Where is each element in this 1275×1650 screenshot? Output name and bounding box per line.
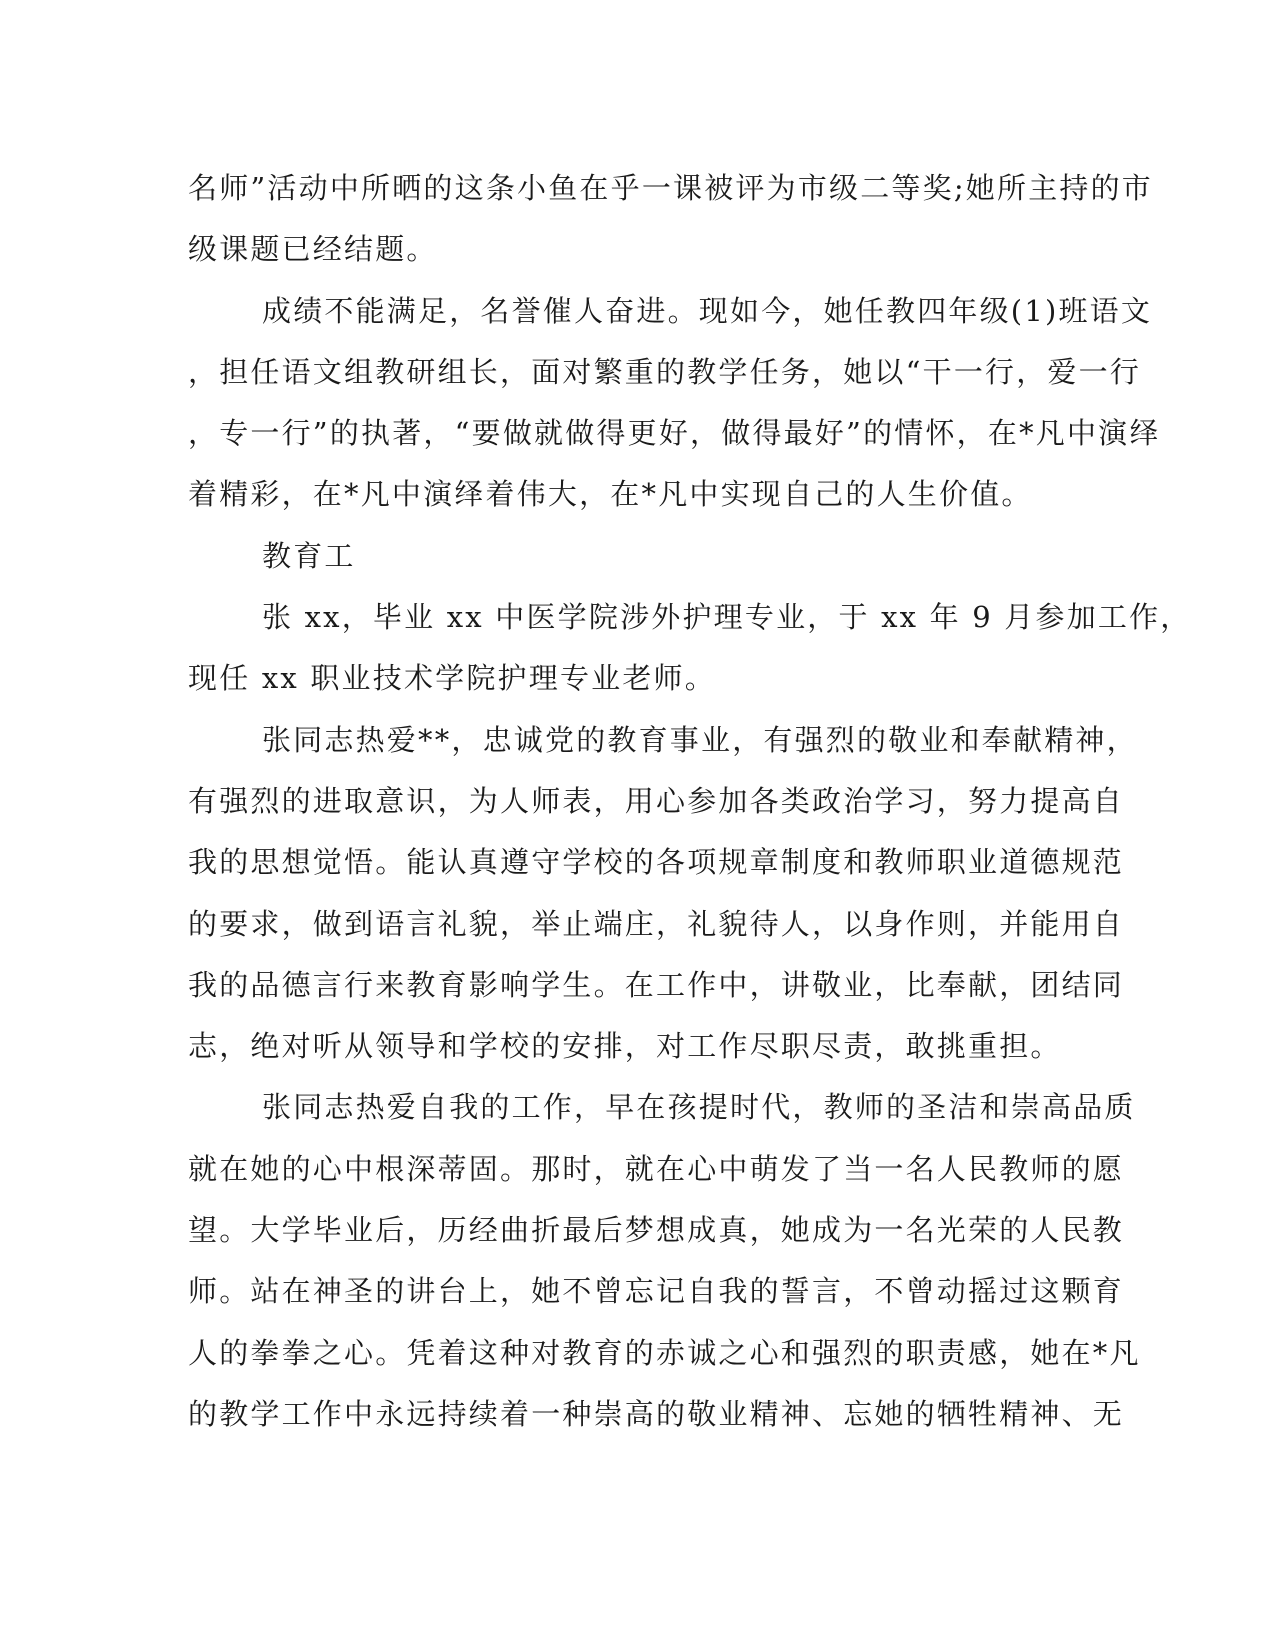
text-line: 名师”活动中所晒的这条小鱼在乎一课被评为市级二等奖;她所主持的市 [188,171,1153,205]
text-line: 我的思想觉悟。能认真遵守学校的各项规章制度和教师职业道德规范 [188,845,1125,880]
text-line: 张 xx，毕业 xx 中医学院涉外护理专业，于 xx 年 9 月参加工作， [262,600,1192,635]
text-line: 望。大学毕业后，历经曲折最后梦想成真，她成为一名光荣的人民教 [188,1213,1125,1248]
section-heading: 教育工 [262,538,356,573]
text-line: 级课题已经结题。 [188,232,438,267]
text-line: 就在她的心中根深蒂固。那时，就在心中萌发了当一名人民教师的愿 [188,1151,1125,1186]
text-line: 人的拳拳之心。凭着这种对教育的赤诚之心和强烈的职责感，她在*凡 [188,1335,1141,1370]
text-line: 志，绝对听从领导和学校的安排，对工作尽职尽责，敢挑重担。 [188,1029,1062,1064]
document-body [188,158,1192,1445]
text-line: ，专一行”的执著，“要做就做得更好，做得最好”的情怀，在*凡中演绎 [188,416,1161,451]
text-line: 现任 xx 职业技术学院护理专业老师。 [188,661,716,696]
text-line: 成绩不能满足，名誉催人奋进。现如今，她任教四年级(1)班语文 [262,293,1153,328]
text-line: 师。站在神圣的讲台上，她不曾忘记自我的誓言，不曾动摇过这颗育 [188,1274,1125,1309]
text-line: 我的品德言行来教育影响学生。在工作中，讲敬业，比奉献，团结同 [188,967,1125,1002]
text-line: 的教学工作中永远持续着一种崇高的敬业精神、忘她的牺牲精神、无 [188,1396,1125,1431]
text-line: 张同志热爱自我的工作，早在孩提时代，教师的圣洁和崇高品质 [262,1090,1136,1125]
text-line: ，担任语文组教研组长，面对繁重的教学任务，她以“干一行，爱一行 [188,354,1142,389]
text-line: 张同志热爱**，忠诚党的教育事业，有强烈的敬业和奉献精神， [262,722,1138,757]
text-line: 的要求，做到语言礼貌，举止端庄，礼貌待人，以身作则，并能用自 [188,906,1125,941]
text-line: 着精彩，在*凡中演绎着伟大，在*凡中实现自己的人生价值。 [188,477,1033,512]
text-line: 有强烈的进取意识，为人师表，用心参加各类政治学习，努力提高自 [188,783,1125,818]
